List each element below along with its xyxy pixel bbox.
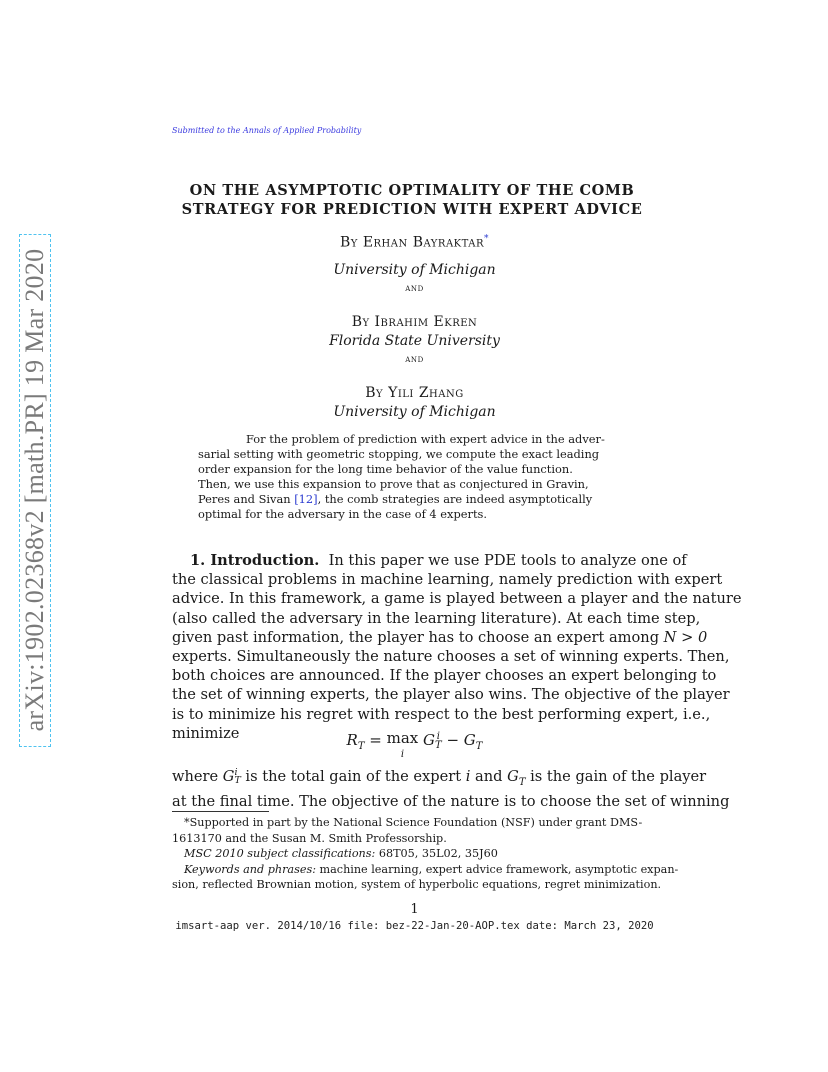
eq-subscript: T [357, 741, 365, 752]
eq-subscript: T [234, 775, 241, 786]
abstract-text: , the comb strategies are indeed asymptotically [317, 492, 593, 506]
footnotes [172, 815, 679, 893]
abstract [198, 432, 631, 522]
introduction [172, 551, 742, 743]
body-line: minimize [172, 724, 240, 742]
abstract-line [198, 492, 631, 507]
abstract-line: sarial setting with geometric stopping, we compute the exact leading [198, 447, 600, 461]
eq-script [435, 732, 442, 750]
eq-operator: = [364, 731, 387, 749]
section-heading: 1. Introduction. [190, 552, 320, 569]
author-by: By [339, 234, 358, 251]
math-inline: N > 0 [663, 628, 708, 646]
body-text: is the gain of the player [525, 768, 707, 785]
author-3 [172, 385, 657, 401]
body-line: experts. Simultaneously the nature chooses a set of winning experts. Then, [172, 648, 730, 666]
body-line [172, 767, 707, 792]
body-line: both choices are announced. If the player chooses an expert belonging to [172, 667, 717, 685]
eq-max-sub: i [400, 749, 405, 760]
eq-symbol: G [423, 731, 436, 749]
eq-max-word: max [386, 729, 419, 747]
body-text: In this paper we use PDE tools to analyze one of [328, 552, 687, 569]
eq-superscript: i [234, 767, 238, 778]
eq-operator: − G [441, 731, 476, 749]
author-2 [172, 314, 657, 330]
footnote-rule [172, 811, 269, 812]
affiliation-1: University of Michigan [333, 262, 496, 278]
msc-label: MSC 2010 subject classifications: [184, 847, 376, 860]
keywords-text: machine learning, expert advice framework, asymptotic expan- [315, 862, 679, 876]
eq-max [387, 731, 419, 762]
abstract-line: optimal for the adversary in the case of 4 experts. [198, 507, 487, 521]
body-line: (also called the adversary in the learning literature). At each time step, [172, 609, 701, 627]
eq-subscript: T [518, 776, 526, 788]
author-1 [172, 234, 657, 251]
author-name: Erhan Bayraktar [362, 234, 485, 251]
footnote-line [172, 862, 679, 878]
introduction-continued [172, 767, 730, 811]
imsart-footer: imsart-aap ver. 2014/10/16 file: bez-22-Jan-20-AOP.tex date: March 23, 2020 [175, 920, 654, 932]
msc-codes: 68T05, 35L02, 35J60 [375, 847, 498, 860]
body-text: given past information, the player has to choose an expert among [172, 628, 664, 646]
footnote-line: *Supported in part by the National Science Foundation (NSF) under grant DMS- [184, 816, 643, 829]
affiliation-3: University of Michigan [333, 404, 496, 420]
abstract-line: For the problem of prediction with expert advice in the adver- [246, 432, 605, 446]
body-text: where [172, 768, 223, 785]
body-line: advice. In this framework, a game is played between a player and the nature [172, 590, 742, 608]
affiliation-2: Florida State University [329, 333, 500, 349]
abstract-line: Then, we use this expansion to prove that as conjectured in Gravin, [198, 477, 589, 491]
body-line [172, 628, 708, 647]
eq-symbol: R [346, 731, 358, 749]
abstract-text: Peres and Sivan [198, 492, 295, 506]
body-line: the set of winning experts, the player also wins. The objective of the player [172, 686, 730, 704]
author-name: Ibrahim Ekren [374, 314, 478, 330]
footnote-line: 1613170 and the Susan M. Smith Professorship. [172, 831, 447, 845]
footnote-mark[interactable]: * [484, 234, 490, 244]
body-line: at the final time. The objective of the nature is to choose the set of winning [172, 793, 730, 811]
title-line-2: STRATEGY FOR PREDICTION WITH EXPERT ADVICE [181, 201, 643, 218]
author-by: By [365, 385, 384, 401]
footnote-line: sion, reflected Brownian motion, system of hyperbolic equations, regret minimization. [172, 878, 662, 891]
body-line: the classical problems in machine learning, namely prediction with expert [172, 571, 723, 589]
eq-superscript: i [436, 731, 440, 742]
display-equation [172, 731, 657, 762]
and-connector-2: and [405, 353, 424, 365]
footnote-line [172, 846, 657, 862]
math-inline: G [507, 768, 519, 785]
body-text: and [470, 768, 508, 785]
body-line: is to minimize his regret with respect to the best performing expert, i.e., [172, 705, 711, 723]
eq-subscript: T [475, 741, 483, 752]
body-text: is the total gain of the expert [240, 768, 466, 785]
page-number: 1 [410, 902, 419, 917]
math-inline: G [222, 768, 235, 785]
math-inline: i [465, 768, 471, 785]
submitted-note[interactable]: Submitted to the Annals of Applied Probability [172, 126, 362, 135]
keywords-label: Keywords and phrases: [184, 862, 316, 876]
title-line-1: ON THE ASYMPTOTIC OPTIMALITY OF THE COMB [189, 182, 635, 199]
author-name: Yili Zhang [388, 385, 464, 401]
paper-title [150, 181, 674, 219]
and-connector-1: and [405, 282, 424, 294]
eq-subscript: T [435, 740, 442, 751]
body-line [172, 551, 687, 570]
abstract-line: order expansion for the long time behavior of the value function. [198, 462, 573, 476]
citation-link[interactable]: [12] [294, 492, 318, 506]
arxiv-stamp[interactable]: arXiv:1902.02368v2 [math.PR] 19 Mar 2020 [20, 248, 49, 732]
author-by: By [351, 314, 370, 330]
